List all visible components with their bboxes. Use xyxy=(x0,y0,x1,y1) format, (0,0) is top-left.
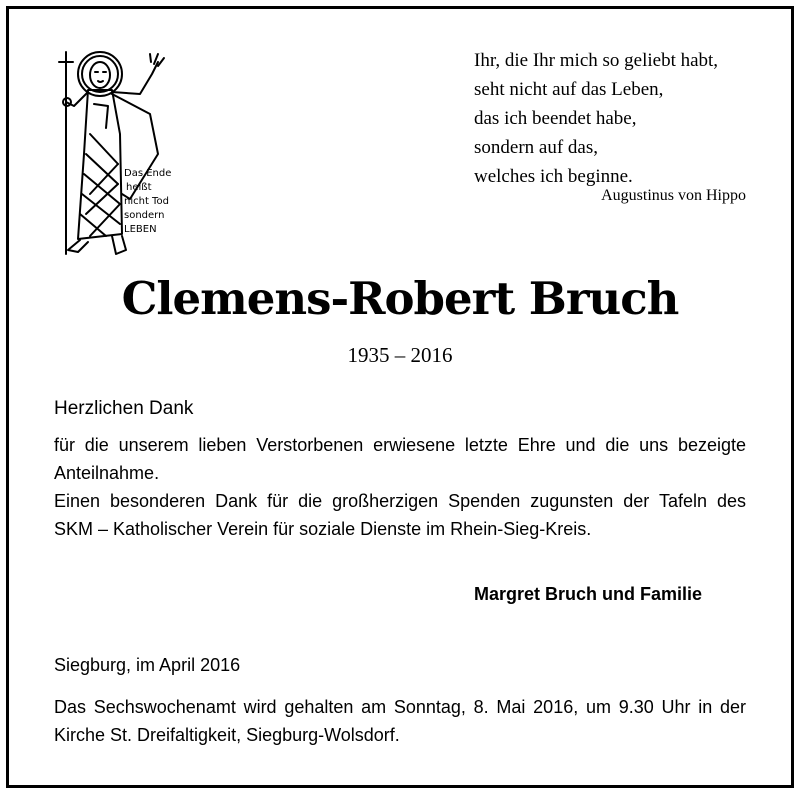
quote-line: welches ich beginne. xyxy=(474,166,633,187)
paragraph-line: Das Sechswochenamt wird gehalten am Sonntag, 8. Mai 2016, um 9.30 Uhr in der xyxy=(54,697,746,717)
risen-christ-illustration xyxy=(50,44,180,269)
quote-line: Ihr, die Ihr mich so geliebt habt, xyxy=(474,50,719,71)
thanks-heading: Herzlichen Dank xyxy=(54,398,194,419)
inscription-line: heißt xyxy=(126,182,152,193)
quote-poem xyxy=(474,46,754,191)
quote-line: seht nicht auf das Leben, xyxy=(474,79,664,100)
place-date: Siegburg, im April 2016 xyxy=(54,655,241,675)
paragraph-line: Einen besonderen Dank für die großherzigen Spenden zugunsten der Tafeln des xyxy=(54,491,746,511)
inscription-line: sondern xyxy=(124,210,165,221)
family-signature: Margret Bruch und Familie xyxy=(474,584,703,604)
face xyxy=(95,72,106,82)
robe-hatching xyxy=(80,134,120,236)
donation-paragraph xyxy=(54,487,746,543)
inscription xyxy=(124,168,171,235)
thanks-paragraph xyxy=(54,431,746,487)
left-foot xyxy=(68,240,88,252)
quote-author: Augustinus von Hippo xyxy=(601,187,746,204)
quote-line: das ich beendet habe, xyxy=(474,108,637,129)
quote-line: sondern auf das, xyxy=(474,137,598,158)
deceased-name: Clemens-Robert Bruch xyxy=(121,272,679,325)
paragraph-line: SKM – Katholischer Verein für soziale Dienste im Rhein-Sieg-Kreis. xyxy=(54,519,592,539)
inscription-line: Das Ende xyxy=(124,168,172,179)
chest-wound xyxy=(94,104,108,128)
paragraph-line: für die unserem lieben Verstorbenen erwiesene letzte Ehre und die uns bezeigte xyxy=(54,435,746,455)
raised-arm xyxy=(112,62,158,94)
life-years: 1935 – 2016 xyxy=(347,343,453,367)
inscription-line: nicht Tod xyxy=(124,196,169,207)
paragraph-line: Kirche St. Dreifaltigkeit, Siegburg-Wolsdorf. xyxy=(54,725,400,745)
head xyxy=(90,62,110,88)
paragraph-line: Anteilnahme. xyxy=(54,463,160,483)
mass-notice xyxy=(54,693,746,749)
inscription-line: LEBEN xyxy=(124,224,157,235)
right-foot xyxy=(112,236,126,254)
